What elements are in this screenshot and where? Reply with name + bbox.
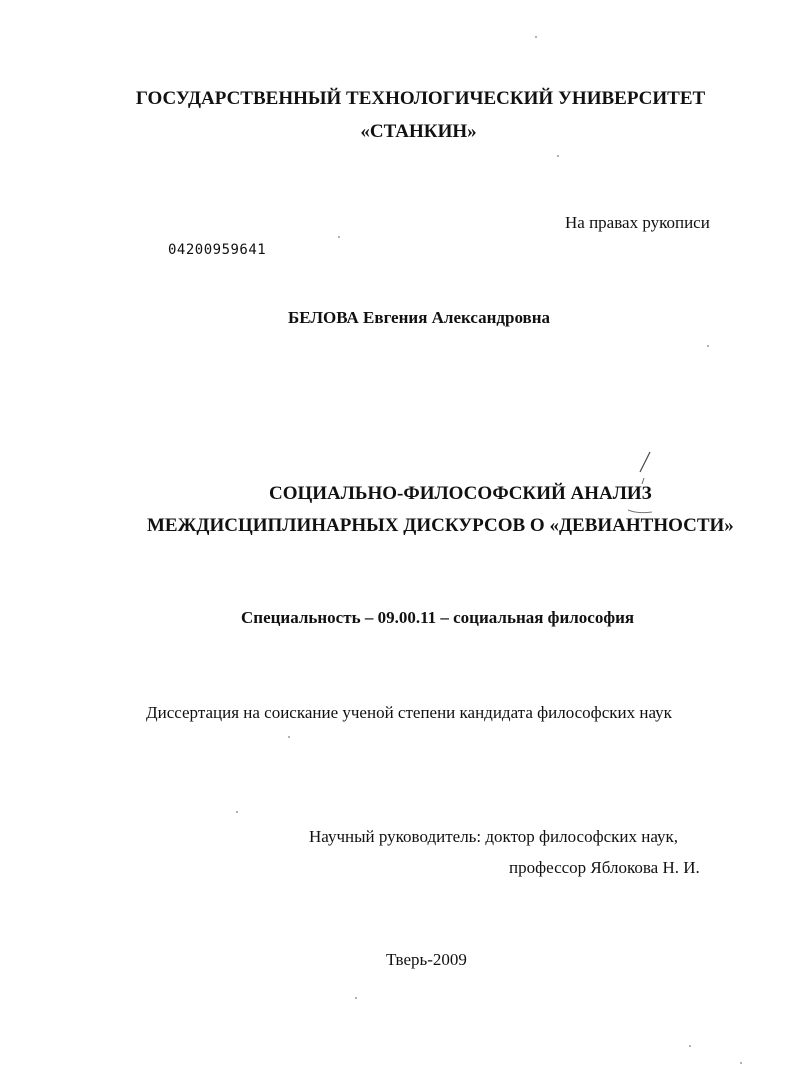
scan-speck xyxy=(557,155,559,157)
author-name xyxy=(288,308,550,328)
scan-speck xyxy=(355,997,357,999)
supervisor-line1: Научный руководитель: доктор философских наук, xyxy=(309,827,679,846)
scan-speck xyxy=(707,345,709,347)
title-line2: МЕЖДИСЦИПЛИНАРНЫХ ДИСКУРСОВ О «ДЕВИАНТНОСТИ» xyxy=(147,515,734,536)
scan-speck xyxy=(338,236,340,238)
university-name-line2: «СТАНКИН» xyxy=(360,121,477,142)
university-name-line1: ГОСУДАРСТВЕННЫЙ ТЕХНОЛОГИЧЕСКИЙ УНИВЕРСИТЕТ xyxy=(135,88,706,109)
supervisor-line2: профессор Яблокова Н. И. xyxy=(509,858,700,877)
scan-speck xyxy=(288,736,290,738)
city-year: Тверь-2009 xyxy=(386,950,467,969)
specialty: Специальность – 09.00.11 – социальная философия xyxy=(241,608,635,627)
dissertation-type: Диссертация на соискание ученой степени кандидата философских наук xyxy=(146,703,672,722)
author-given-names: Евгения Александровна xyxy=(363,308,551,327)
scan-speck xyxy=(740,1062,742,1064)
manuscript-note: На правах рукописи xyxy=(565,213,710,232)
title-line1: СОЦИАЛЬНО-ФИЛОСОФСКИЙ АНАЛИЗ xyxy=(269,483,652,504)
catalog-number: 04200959641 xyxy=(168,242,267,258)
scan-speck xyxy=(236,811,238,813)
author-surname: БЕЛОВА xyxy=(288,308,359,327)
scan-speck xyxy=(689,1045,691,1047)
scan-speck xyxy=(535,36,537,38)
